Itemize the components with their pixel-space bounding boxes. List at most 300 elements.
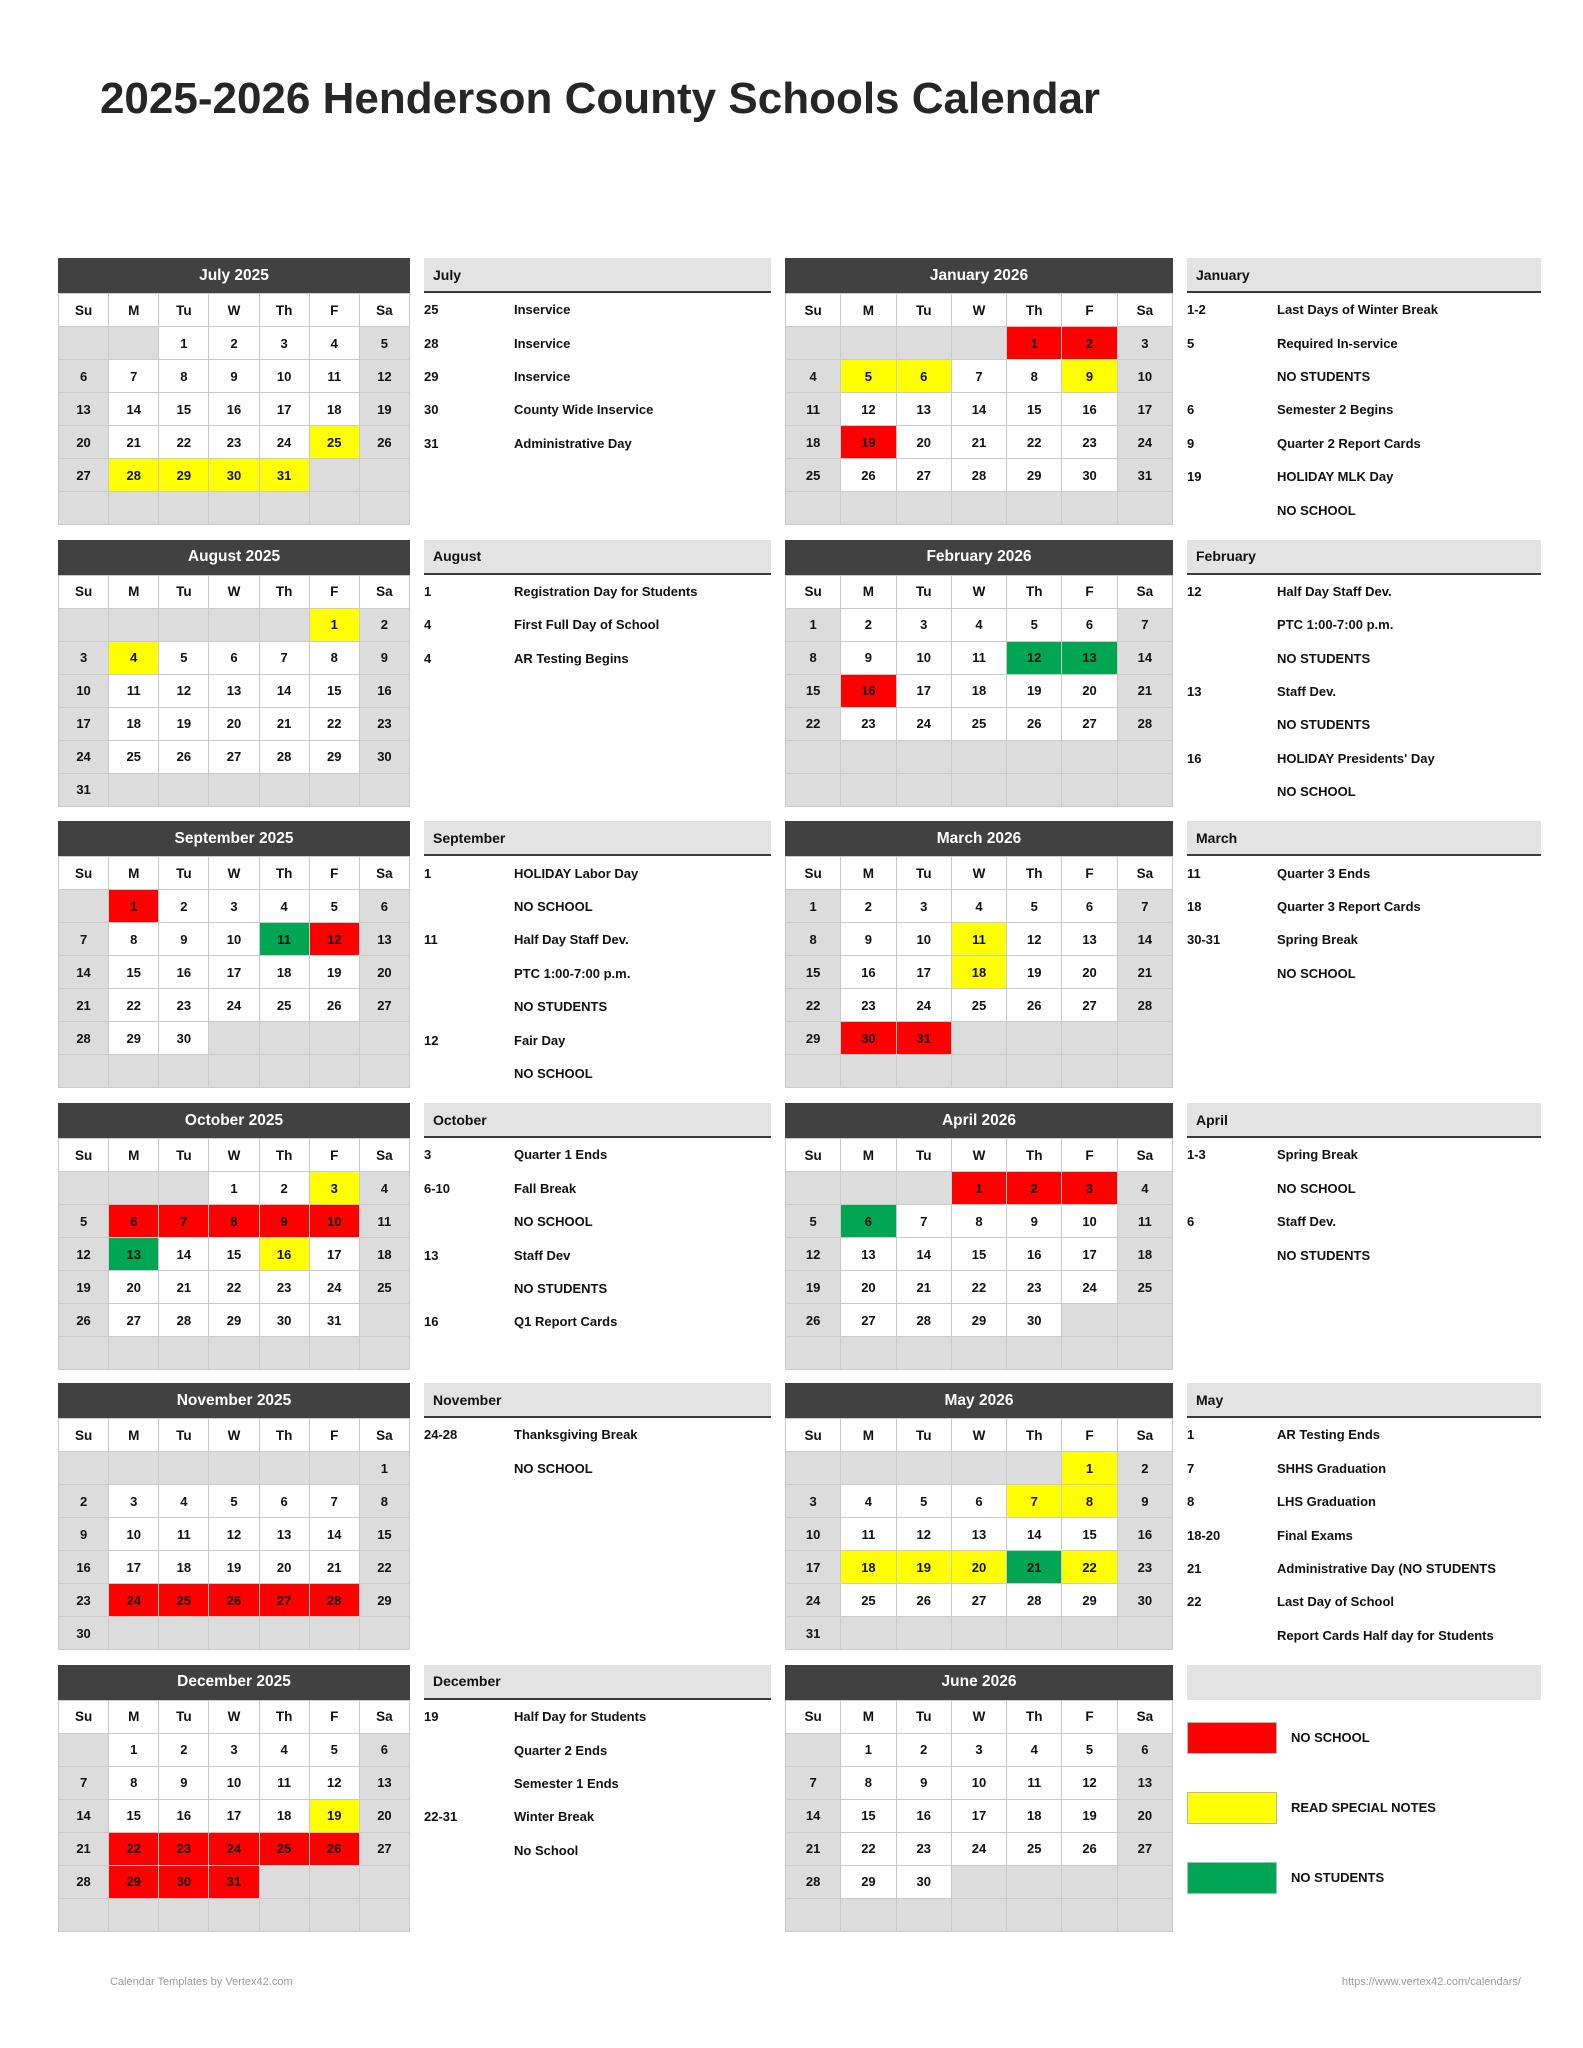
day-cell: 25 (951, 989, 1006, 1022)
day-cell (109, 1055, 159, 1088)
day-cell: 13 (359, 1766, 409, 1799)
day-cell: 15 (1062, 1518, 1117, 1551)
day-cell: 3 (59, 641, 109, 674)
day-cell (951, 1898, 1006, 1931)
day-cell: 7 (1117, 890, 1172, 923)
day-cell: 1 (1062, 1452, 1117, 1485)
day-cell: 4 (951, 890, 1006, 923)
month-day-grid (785, 575, 1173, 807)
day-cell: 9 (359, 641, 409, 674)
day-cell: 22 (109, 989, 159, 1022)
day-cell: 2 (841, 608, 896, 641)
weekday-header: W (209, 294, 259, 327)
week-row (786, 1452, 1173, 1485)
day-cell: 5 (841, 360, 896, 393)
note-row (424, 1272, 771, 1305)
day-cell: 25 (359, 1271, 409, 1304)
weekday-header: F (309, 857, 359, 890)
day-cell (896, 327, 951, 360)
day-cell: 19 (786, 1271, 841, 1304)
notes-panel-november-2025 (424, 1383, 771, 1652)
note-row (424, 1452, 771, 1485)
day-cell: 28 (1007, 1584, 1062, 1617)
weekday-header: Tu (159, 857, 209, 890)
day-cell: 20 (1062, 674, 1117, 707)
month-calendar-october-2025 (58, 1103, 410, 1370)
day-cell: 6 (1117, 1733, 1172, 1766)
day-cell: 6 (1062, 608, 1117, 641)
day-cell: 11 (841, 1518, 896, 1551)
day-cell (1062, 1022, 1117, 1055)
notes-month-title: September (424, 821, 771, 856)
day-cell: 28 (896, 1304, 951, 1337)
day-cell: 24 (209, 989, 259, 1022)
note-text-label: Thanksgiving Break (514, 1427, 638, 1443)
weekday-header: F (309, 1419, 359, 1452)
note-day-label: 1-3 (1187, 1147, 1206, 1163)
day-cell: 26 (59, 1304, 109, 1337)
day-cell (841, 1452, 896, 1485)
month-title: November 2025 (58, 1383, 410, 1418)
day-cell: 31 (1117, 459, 1172, 492)
note-row (1187, 460, 1541, 493)
day-cell: 21 (786, 1832, 841, 1865)
day-cell: 25 (259, 989, 309, 1022)
day-cell: 18 (951, 674, 1006, 707)
day-cell: 26 (841, 459, 896, 492)
day-cell: 4 (1117, 1172, 1172, 1205)
day-cell (1007, 1337, 1062, 1370)
week-row (786, 459, 1173, 492)
month-calendar-november-2025 (58, 1383, 410, 1652)
day-cell (841, 492, 896, 525)
note-day-label: 11 (1187, 865, 1201, 881)
day-cell: 16 (1062, 393, 1117, 426)
day-cell: 22 (359, 1551, 409, 1584)
day-cell (359, 459, 409, 492)
day-cell (59, 1055, 109, 1088)
day-cell: 2 (159, 890, 209, 923)
note-text-label: Winter Break (514, 1809, 595, 1825)
week-row (786, 707, 1173, 740)
day-cell (1062, 1055, 1117, 1088)
weekday-header: Sa (359, 1700, 409, 1733)
day-cell: 2 (1117, 1452, 1172, 1485)
footer-credit: Calendar Templates by Vertex42.com (110, 1976, 293, 1988)
note-row (1187, 1418, 1541, 1451)
day-cell (209, 1055, 259, 1088)
month-title: March 2026 (785, 821, 1173, 856)
day-cell: 26 (896, 1584, 951, 1617)
note-text-label: Q1 Report Cards (514, 1314, 618, 1330)
day-cell: 13 (259, 1518, 309, 1551)
day-cell: 29 (951, 1304, 1006, 1337)
note-day-label: 1 (424, 865, 432, 881)
day-cell: 1 (1007, 327, 1062, 360)
day-cell: 11 (159, 1518, 209, 1551)
day-cell (209, 1452, 259, 1485)
week-row (59, 1452, 410, 1485)
day-cell: 3 (1117, 327, 1172, 360)
week-row (786, 1518, 1173, 1551)
note-day-label: 29 (424, 368, 439, 384)
day-cell: 31 (896, 1022, 951, 1055)
day-cell: 20 (359, 956, 409, 989)
weekday-header: Sa (359, 1139, 409, 1172)
month-day-grid (58, 293, 410, 525)
weekday-header: M (841, 1139, 896, 1172)
note-row (424, 957, 771, 990)
note-text-label: Half Day for Students (514, 1709, 647, 1725)
day-cell: 11 (951, 923, 1006, 956)
day-cell: 16 (1007, 1238, 1062, 1271)
day-cell: 4 (159, 1485, 209, 1518)
day-cell (951, 1022, 1006, 1055)
note-day-label: 3 (424, 1147, 432, 1163)
week-row (59, 1865, 410, 1898)
note-row (424, 1700, 771, 1733)
day-cell: 7 (109, 360, 159, 393)
week-row (59, 1022, 410, 1055)
week-row (786, 989, 1173, 1022)
day-cell (59, 1172, 109, 1205)
day-cell (1062, 740, 1117, 773)
day-cell (1062, 773, 1117, 806)
week-row (786, 890, 1173, 923)
weekday-header: Su (786, 575, 841, 608)
day-cell: 8 (951, 1205, 1006, 1238)
notes-panel-august-2025 (424, 540, 771, 809)
week-row (786, 740, 1173, 773)
day-cell (109, 1337, 159, 1370)
legend-item (1187, 1722, 1541, 1754)
day-cell (1007, 773, 1062, 806)
day-cell: 20 (951, 1551, 1006, 1584)
day-cell (1117, 1304, 1172, 1337)
day-cell: 8 (841, 1766, 896, 1799)
day-cell: 30 (1007, 1304, 1062, 1337)
legend-item-label: NO STUDENTS (1291, 1870, 1385, 1886)
day-cell: 18 (951, 956, 1006, 989)
weekday-header: Tu (896, 294, 951, 327)
day-cell (1007, 1617, 1062, 1650)
day-cell: 3 (896, 608, 951, 641)
month-title: May 2026 (785, 1383, 1173, 1418)
day-cell: 17 (59, 707, 109, 740)
day-cell: 21 (1007, 1551, 1062, 1584)
day-cell (359, 1055, 409, 1088)
day-cell (1117, 1898, 1172, 1931)
day-cell: 26 (309, 1832, 359, 1865)
day-cell: 5 (359, 327, 409, 360)
weekday-header: W (951, 857, 1006, 890)
day-cell: 8 (209, 1205, 259, 1238)
note-row (1187, 1205, 1541, 1238)
note-text-label: Inservice (514, 302, 571, 318)
day-cell: 15 (786, 674, 841, 707)
week-row (786, 1584, 1173, 1617)
day-cell: 9 (1007, 1205, 1062, 1238)
weekday-header: Su (59, 1139, 109, 1172)
day-cell: 3 (1062, 1172, 1117, 1205)
day-cell: 1 (841, 1733, 896, 1766)
day-cell (951, 1617, 1006, 1650)
day-cell: 1 (359, 1452, 409, 1485)
note-text-label: Last Day of School (1277, 1594, 1395, 1610)
day-cell: 26 (359, 426, 409, 459)
day-cell: 10 (209, 1766, 259, 1799)
day-cell (896, 1452, 951, 1485)
day-cell: 3 (209, 890, 259, 923)
note-text-label: No School (514, 1842, 579, 1858)
day-cell: 2 (159, 1733, 209, 1766)
day-cell (896, 492, 951, 525)
day-cell (841, 1172, 896, 1205)
notes-month-title: August (424, 540, 771, 575)
day-cell (209, 773, 259, 806)
note-text-label: Half Day Staff Dev. (514, 932, 629, 948)
note-row (1187, 708, 1541, 741)
day-cell (59, 327, 109, 360)
day-cell (209, 1337, 259, 1370)
day-cell (259, 1865, 309, 1898)
day-cell: 10 (1062, 1205, 1117, 1238)
week-row (59, 327, 410, 360)
day-cell: 15 (309, 674, 359, 707)
month-title: October 2025 (58, 1103, 410, 1138)
day-cell (951, 1452, 1006, 1485)
day-cell: 7 (786, 1766, 841, 1799)
day-cell: 28 (159, 1304, 209, 1337)
weekday-header: Th (259, 1700, 309, 1733)
day-cell (359, 773, 409, 806)
note-day-label: 18 (1187, 899, 1202, 915)
page-footer (110, 1976, 1521, 1988)
note-text-label: AR Testing Ends (1277, 1427, 1381, 1443)
day-cell: 30 (159, 1865, 209, 1898)
day-cell (841, 1337, 896, 1370)
day-cell (109, 1172, 159, 1205)
note-row (424, 1767, 771, 1800)
notes-month-title: May (1187, 1383, 1541, 1418)
note-row (424, 1205, 771, 1238)
day-cell (109, 1452, 159, 1485)
day-cell: 13 (896, 393, 951, 426)
day-cell: 19 (309, 1799, 359, 1832)
day-cell: 4 (1007, 1733, 1062, 1766)
week-row (59, 1832, 410, 1865)
day-cell (896, 740, 951, 773)
week-row (59, 740, 410, 773)
day-cell: 27 (359, 989, 409, 1022)
note-day-label: 1 (1187, 1427, 1195, 1443)
note-day-label: 30-31 (1187, 932, 1221, 948)
legend-color-swatch (1187, 1722, 1277, 1754)
notes-month-title: February (1187, 540, 1541, 575)
day-cell (841, 773, 896, 806)
weekday-header: Tu (159, 1700, 209, 1733)
week-row (59, 1337, 410, 1370)
day-cell: 16 (896, 1799, 951, 1832)
day-cell (896, 1055, 951, 1088)
day-cell: 20 (841, 1271, 896, 1304)
note-row (1187, 360, 1541, 393)
weekday-header-row (59, 1700, 410, 1733)
day-cell: 20 (896, 426, 951, 459)
day-cell: 19 (1007, 674, 1062, 707)
weekday-header: Th (1007, 1139, 1062, 1172)
day-cell: 23 (159, 989, 209, 1022)
day-cell: 28 (59, 1022, 109, 1055)
day-cell: 9 (841, 641, 896, 674)
note-row (424, 1172, 771, 1205)
legend-color-swatch (1187, 1792, 1277, 1824)
day-cell: 8 (1062, 1485, 1117, 1518)
week-row (59, 707, 410, 740)
note-row (424, 990, 771, 1023)
note-row (424, 1057, 771, 1090)
week-row (786, 1865, 1173, 1898)
week-row (59, 1172, 410, 1205)
week-row (786, 360, 1173, 393)
week-row (786, 773, 1173, 806)
notes-panel-march-2026 (1187, 821, 1541, 1090)
day-cell: 29 (159, 459, 209, 492)
day-cell: 30 (59, 1617, 109, 1650)
day-cell: 29 (841, 1865, 896, 1898)
note-text-label: Inservice (514, 335, 571, 351)
day-cell: 2 (359, 608, 409, 641)
note-row (1187, 1238, 1541, 1271)
day-cell (159, 608, 209, 641)
legend-item-label: NO SCHOOL (1291, 1730, 1370, 1746)
note-row (1187, 1138, 1541, 1171)
day-cell: 10 (59, 674, 109, 707)
day-cell: 25 (841, 1584, 896, 1617)
note-day-label: 24-28 (424, 1427, 458, 1443)
day-cell: 10 (1117, 360, 1172, 393)
day-cell: 16 (359, 674, 409, 707)
week-row (786, 1205, 1173, 1238)
day-cell: 2 (896, 1733, 951, 1766)
note-day-label: 1-2 (1187, 302, 1206, 318)
day-cell: 21 (59, 989, 109, 1022)
day-cell (59, 492, 109, 525)
day-cell: 25 (786, 459, 841, 492)
weekday-header: W (951, 294, 1006, 327)
weekday-header: M (841, 575, 896, 608)
legend-header-bar (1187, 1665, 1541, 1700)
weekday-header: Th (1007, 294, 1062, 327)
note-day-label: 16 (1187, 750, 1202, 766)
day-cell: 6 (1062, 890, 1117, 923)
day-cell: 14 (1007, 1518, 1062, 1551)
day-cell (209, 1617, 259, 1650)
weekday-header: Tu (159, 1139, 209, 1172)
weekday-header: W (209, 1139, 259, 1172)
calendar-grid (58, 258, 1541, 1932)
day-cell: 11 (259, 1766, 309, 1799)
day-cell (309, 1022, 359, 1055)
week-row (59, 492, 410, 525)
note-day-label: 4 (424, 617, 432, 633)
week-row (59, 608, 410, 641)
day-cell (309, 1865, 359, 1898)
weekday-header: Th (259, 575, 309, 608)
note-day-label: 21 (1187, 1560, 1202, 1576)
day-cell (59, 1733, 109, 1766)
week-row (786, 492, 1173, 525)
note-day-label: 9 (1187, 435, 1195, 451)
day-cell: 30 (1062, 459, 1117, 492)
day-cell: 16 (1117, 1518, 1172, 1551)
day-cell: 17 (1062, 1238, 1117, 1271)
weekday-header: Th (1007, 857, 1062, 890)
day-cell: 20 (209, 707, 259, 740)
weekday-header: Tu (896, 1139, 951, 1172)
day-cell: 13 (59, 393, 109, 426)
weekday-header: Sa (1117, 1700, 1172, 1733)
week-row (59, 1799, 410, 1832)
day-cell: 22 (309, 707, 359, 740)
week-row (786, 641, 1173, 674)
day-cell: 15 (841, 1799, 896, 1832)
day-cell (159, 492, 209, 525)
day-cell: 10 (259, 360, 309, 393)
week-row (786, 327, 1173, 360)
week-row (59, 1485, 410, 1518)
weekday-header: F (1062, 575, 1117, 608)
day-cell: 16 (159, 956, 209, 989)
day-cell (159, 1617, 209, 1650)
day-cell: 29 (1062, 1584, 1117, 1617)
notes-month-title: January (1187, 258, 1541, 293)
day-cell (1117, 1055, 1172, 1088)
week-row (786, 393, 1173, 426)
note-text-label: NO STUDENTS (1277, 650, 1371, 666)
month-day-grid (58, 575, 410, 807)
day-cell: 6 (359, 890, 409, 923)
day-cell (109, 327, 159, 360)
weekday-header: M (109, 294, 159, 327)
day-cell: 19 (309, 956, 359, 989)
week-row (59, 426, 410, 459)
note-text-label: AR Testing Begins (514, 650, 629, 666)
note-text-label: Fall Break (514, 1180, 577, 1196)
day-cell (259, 1452, 309, 1485)
day-cell: 23 (59, 1584, 109, 1617)
day-cell: 21 (1117, 956, 1172, 989)
day-cell: 13 (841, 1238, 896, 1271)
day-cell: 27 (896, 459, 951, 492)
day-cell: 17 (896, 956, 951, 989)
note-text-label: NO SCHOOL (514, 1066, 593, 1081)
day-cell (209, 492, 259, 525)
note-row (424, 1800, 771, 1833)
day-cell: 28 (786, 1865, 841, 1898)
week-row (59, 1271, 410, 1304)
day-cell: 3 (309, 1172, 359, 1205)
note-text-label: PTC 1:00-7:00 p.m. (514, 965, 631, 981)
day-cell (1062, 1304, 1117, 1337)
day-cell: 18 (109, 707, 159, 740)
week-row (59, 1238, 410, 1271)
day-cell (259, 1055, 309, 1088)
day-cell: 20 (1062, 956, 1117, 989)
day-cell: 21 (59, 1832, 109, 1865)
note-day-label: 6 (1187, 1214, 1195, 1230)
day-cell: 17 (786, 1551, 841, 1584)
